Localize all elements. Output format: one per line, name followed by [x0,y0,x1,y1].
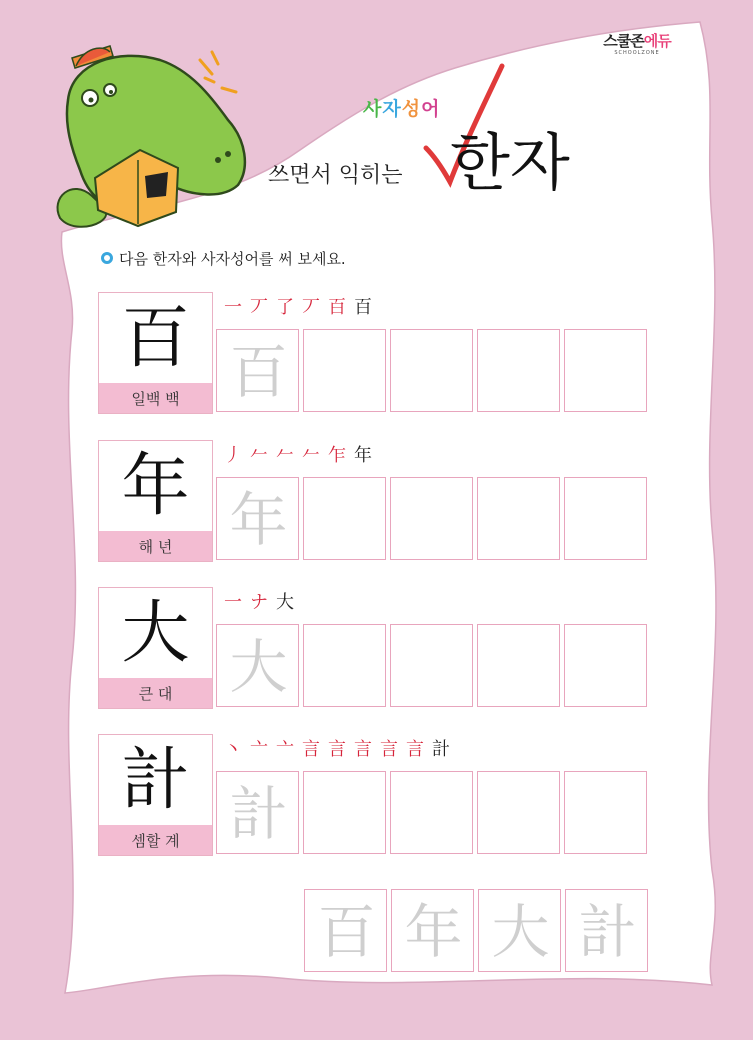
trace-cell[interactable] [216,329,299,412]
writing-cell[interactable] [390,329,473,412]
hanja-meaning-label: 해 년 [99,531,212,561]
title-label-char: 어 [421,98,441,120]
hanja-character: 年 [121,447,190,526]
writing-cell[interactable] [477,624,560,707]
stroke-order [224,444,372,468]
writing-cell[interactable] [477,477,560,560]
stroke-step: 百 [354,297,372,318]
writing-cell[interactable] [303,771,386,854]
stroke-step: 一 [224,592,242,613]
idiom-trace-character: 年 [404,897,463,966]
trace-character: 年 [229,485,288,554]
title-label-char: 자 [382,98,402,120]
trace-cell[interactable] [216,477,299,560]
idiom-trace-cell[interactable] [478,889,561,972]
stroke-order [224,738,450,762]
stroke-step: 言 [302,739,320,760]
idiom-trace-cell[interactable] [391,889,474,972]
title-label-char: 성 [401,98,422,120]
idiom-trace-cell[interactable] [565,889,648,972]
title-main: 한자 [450,126,570,199]
trace-cell[interactable] [216,771,299,854]
hanja-card [98,440,213,562]
brand-logo [592,30,682,60]
stroke-step: 年 [354,445,372,466]
stroke-step: 丿 [224,445,242,466]
hanja-character: 計 [121,741,190,820]
brand-logo-accent: 에듀 [643,32,671,50]
trace-character: 大 [229,632,288,701]
writing-cell[interactable] [477,329,560,412]
writing-cell[interactable] [303,477,386,560]
hanja-character: 大 [121,594,190,673]
instruction-text: 다음 한자와 사자성어를 써 보세요. [119,249,346,268]
stroke-step: 丆 [250,297,268,318]
idiom-trace-character: 百 [317,897,376,966]
stroke-step: 𠂉 [276,445,294,466]
title-label-char: 사 [363,98,383,120]
stroke-step: 百 [328,297,346,318]
stroke-step: 了 [276,297,294,318]
stroke-step: 言 [406,739,424,760]
stroke-step: 大 [276,592,294,613]
writing-cell[interactable] [390,771,473,854]
writing-cell[interactable] [564,477,647,560]
title-label-four-character-idiom [363,94,440,121]
stroke-order [224,296,372,320]
trace-cell[interactable] [216,624,299,707]
writing-cell[interactable] [564,624,647,707]
writing-cell[interactable] [564,329,647,412]
stroke-step: 言 [380,739,398,760]
stroke-step: 言 [328,739,346,760]
stroke-step: 丆 [302,297,320,318]
stroke-step: 言 [354,739,372,760]
title-subtitle: 쓰면서 익히는 [268,163,403,188]
stroke-step: 一 [224,297,242,318]
stroke-step: ナ [250,592,268,613]
circle-bullet-icon [101,252,113,264]
trace-character: 百 [229,337,288,406]
stroke-step: 亠 [276,739,294,760]
writing-cell[interactable] [303,624,386,707]
hanja-card [98,292,213,414]
writing-cell[interactable] [303,329,386,412]
stroke-order [224,591,294,615]
brand-logo-main: 스쿨존 [603,32,644,50]
stroke-step: 𠂉 [302,445,320,466]
hanja-card [98,587,213,709]
hanja-meaning-label: 큰 대 [99,678,212,708]
hanja-character: 百 [121,299,190,378]
writing-cell[interactable] [390,477,473,560]
idiom-trace-character: 計 [578,897,637,966]
writing-cell[interactable] [390,624,473,707]
writing-cell[interactable] [477,771,560,854]
brand-logo-sub: SCHOOLZONE [614,50,660,56]
trace-character: 計 [229,779,288,848]
idiom-trace-character: 大 [491,897,550,966]
stroke-step: 亠 [250,739,268,760]
stroke-step: 乍 [328,445,346,466]
stroke-step: 𠂉 [250,445,268,466]
stroke-step: 計 [432,739,450,760]
hanja-meaning-label: 셈할 계 [99,825,212,855]
idiom-trace-cell[interactable] [304,889,387,972]
stroke-step: 丶 [224,739,242,760]
writing-cell[interactable] [564,771,647,854]
instruction [101,246,346,270]
hanja-card [98,734,213,856]
hanja-meaning-label: 일백 백 [99,383,212,413]
